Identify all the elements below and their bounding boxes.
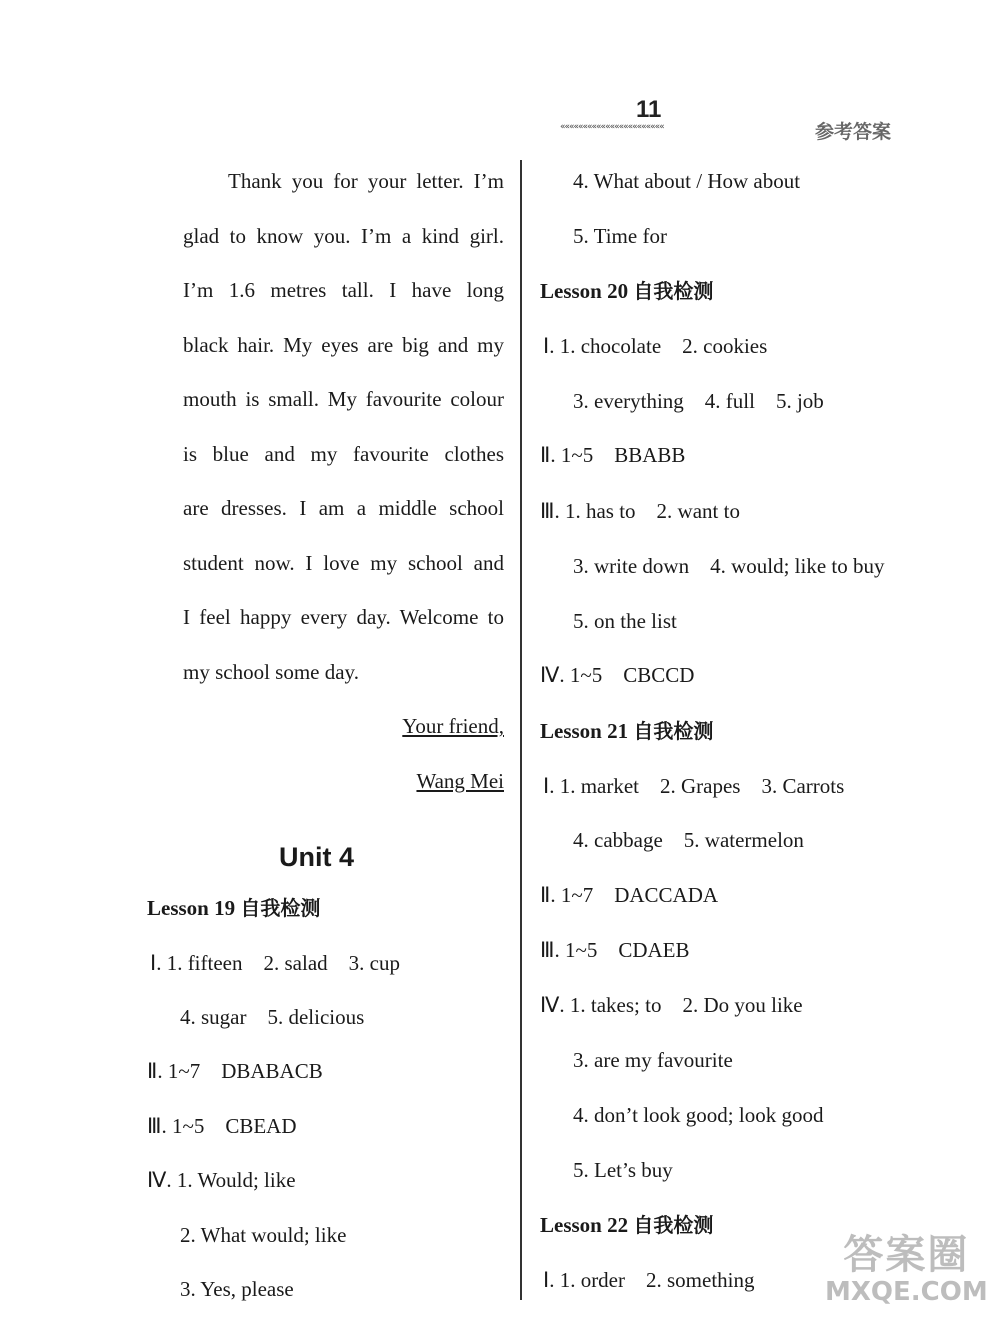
lesson-subtitle: 自我检测 bbox=[240, 896, 321, 920]
answer-line: Ⅰ. 1. fifteen 2. salad 3. cup bbox=[150, 951, 400, 975]
answer-line: 3. everything 4. full 5. job bbox=[573, 389, 824, 413]
answer-line: 3. are my favourite bbox=[573, 1048, 733, 1072]
answer-line: Ⅰ. 1. market 2. Grapes 3. Carrots bbox=[543, 774, 845, 798]
lesson-title: Lesson 22 bbox=[540, 1213, 629, 1237]
answer-line: Ⅲ. 1~5 CDAEB bbox=[540, 938, 690, 962]
letter-line: glad to know you. I’m a kind girl. bbox=[183, 224, 504, 248]
column-divider bbox=[520, 160, 522, 1300]
lesson-subtitle: 自我检测 bbox=[633, 279, 714, 303]
unit-title: Unit 4 bbox=[279, 842, 355, 872]
letter-line: mouth is small. My favourite colour bbox=[183, 387, 504, 411]
letter-line: is blue and my favourite clothes bbox=[183, 442, 504, 466]
lesson-title: Lesson 19 bbox=[147, 896, 236, 920]
letter-closing: Your friend, bbox=[402, 714, 504, 738]
answer-line: Ⅱ. 1~7 DACCADA bbox=[540, 883, 719, 907]
letter-line: I’m 1.6 metres tall. I have long bbox=[183, 278, 504, 302]
letter-line: I feel happy every day. Welcome to bbox=[183, 605, 504, 629]
lesson-subtitle: 自我检测 bbox=[633, 719, 714, 743]
letter-line: student now. I love my school and bbox=[183, 551, 504, 575]
answer-line: 4. What about / How about bbox=[573, 169, 801, 193]
answer-line: Ⅳ. 1~5 CBCCD bbox=[540, 663, 695, 687]
letter-line: black hair. My eyes are big and my bbox=[183, 333, 504, 357]
watermark-logo bbox=[825, 1232, 988, 1307]
answer-line: Ⅳ. 1. Would; like bbox=[147, 1168, 296, 1192]
answer-line: 4. sugar 5. delicious bbox=[180, 1005, 365, 1029]
lesson-19-heading bbox=[147, 894, 320, 922]
answer-line: Ⅱ. 1~7 DBABACB bbox=[147, 1059, 323, 1083]
answer-line: 3. Yes, please bbox=[180, 1277, 294, 1301]
answer-line: 4. don’t look good; look good bbox=[573, 1103, 824, 1127]
answer-line: Ⅰ. 1. chocolate 2. cookies bbox=[543, 334, 768, 358]
answer-line: 3. write down 4. would; like to buy bbox=[573, 554, 885, 578]
page-number: 11 bbox=[636, 96, 662, 123]
answer-line: Ⅳ. 1. takes; to 2. Do you like bbox=[540, 993, 803, 1017]
letter-line: my school some day. bbox=[183, 660, 359, 684]
lesson-subtitle: 自我检测 bbox=[633, 1213, 714, 1237]
answer-line: Ⅰ. 1. order 2. something bbox=[543, 1268, 755, 1292]
answer-line: 4. cabbage 5. watermelon bbox=[573, 828, 804, 852]
watermark-text: 答案圈 bbox=[843, 1232, 970, 1278]
letter-line: are dresses. I am a middle school bbox=[183, 496, 504, 520]
answer-line: Ⅲ. 1. has to 2. want to bbox=[540, 499, 740, 523]
lesson-20-heading bbox=[540, 277, 713, 305]
answer-line: 5. on the list bbox=[573, 609, 677, 633]
letter-signature: Wang Mei bbox=[416, 769, 504, 793]
decorative-chevrons: ««««««««««««««««««««««« bbox=[560, 122, 664, 132]
lesson-22-heading bbox=[540, 1211, 713, 1239]
answer-line: 5. Let’s buy bbox=[573, 1158, 673, 1182]
answer-line: 2. What would; like bbox=[180, 1223, 347, 1247]
answer-line: Ⅱ. 1~5 BBABB bbox=[540, 443, 686, 467]
answer-line: Ⅲ. 1~5 CBEAD bbox=[147, 1114, 297, 1138]
watermark-url: MXQE.COM bbox=[825, 1277, 988, 1307]
answer-line: 5. Time for bbox=[573, 224, 667, 248]
lesson-21-heading bbox=[540, 717, 713, 745]
section-label: 参考答案 bbox=[815, 121, 892, 143]
letter-line: Thank you for your letter. I’m bbox=[228, 169, 504, 193]
lesson-title: Lesson 21 bbox=[540, 719, 629, 743]
lesson-title: Lesson 20 bbox=[540, 279, 629, 303]
